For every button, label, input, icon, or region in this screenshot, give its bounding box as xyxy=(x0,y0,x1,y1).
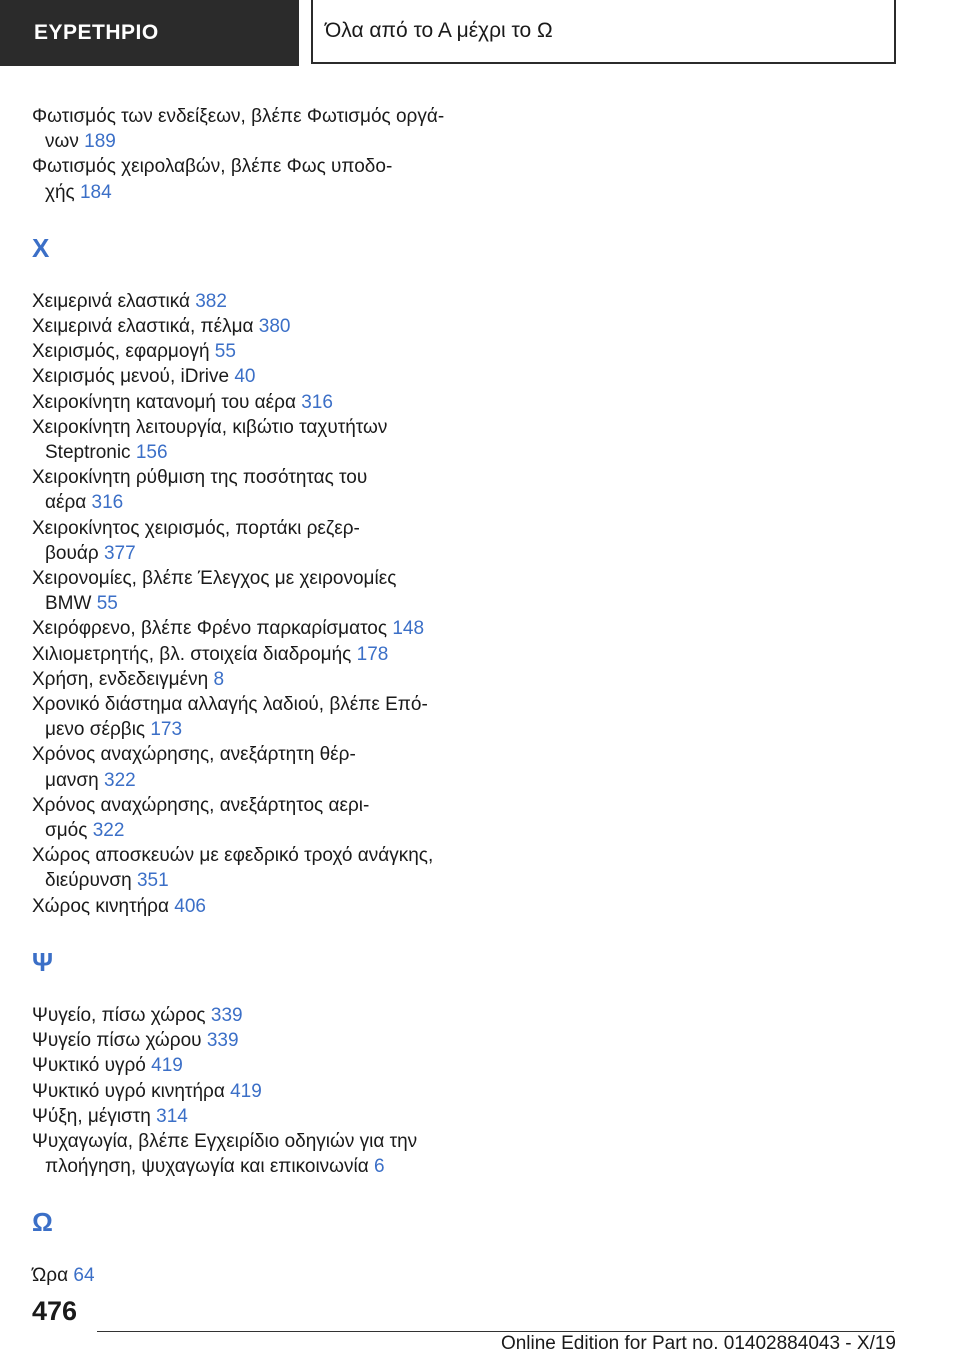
entry-text: μανση xyxy=(45,769,99,791)
entry-text: Ψυκτικό υγρό κινητήρα xyxy=(32,1080,225,1102)
entry-text: Χρονικό διάστημα αλλαγής λαδιού, βλέπε Επό- xyxy=(32,694,428,716)
index-entry xyxy=(32,465,452,515)
index-content xyxy=(32,104,452,1289)
entry-continuation xyxy=(32,129,452,154)
page-reference-link[interactable]: 339 xyxy=(210,1004,243,1026)
entry-text: Χρόνος αναχώρησης, ανεξάρτητη θέρ- xyxy=(32,744,356,766)
page-reference-link[interactable]: 156 xyxy=(135,442,168,464)
entry-text: Ψυγείο πίσω χώρου xyxy=(32,1030,202,1052)
index-entry xyxy=(32,692,452,742)
page-reference-link[interactable]: 189 xyxy=(84,131,116,153)
entry-text: Ψυγείο, πίσω χώρος xyxy=(32,1004,206,1026)
entry-line xyxy=(32,364,452,389)
page-number: 476 xyxy=(32,1296,78,1326)
entry-line xyxy=(32,894,452,919)
page-reference-link[interactable]: 322 xyxy=(104,769,136,791)
page-reference-link[interactable]: 419 xyxy=(151,1055,183,1077)
page-reference-link[interactable]: 419 xyxy=(230,1080,262,1102)
entry-line xyxy=(32,1263,452,1288)
entry-line xyxy=(32,667,452,692)
entry-text: αέρα xyxy=(45,492,87,514)
entry-text: Χειροκίνητη κατανομή του αέρα xyxy=(32,391,296,413)
page-reference-link[interactable]: 184 xyxy=(79,181,112,203)
index-entry xyxy=(32,415,452,465)
entry-line xyxy=(32,1129,452,1154)
entry-text: πλοήγηση, ψυχαγωγία και επικοινωνία xyxy=(45,1156,369,1178)
entry-line xyxy=(32,104,452,129)
entry-text: Χειροκίνητη ρύθμιση της ποσότητας του xyxy=(32,467,368,489)
index-entry xyxy=(32,616,452,641)
entry-continuation xyxy=(32,1154,452,1179)
entry-line xyxy=(32,289,452,314)
entry-line xyxy=(32,1053,452,1078)
page-reference-link[interactable]: 322 xyxy=(92,820,125,842)
entry-text: Χειρισμός, εφαρμογή xyxy=(32,341,210,363)
entry-text: Χειρονομίες, βλέπε Έλεγχος με χειρονομίες xyxy=(32,568,397,590)
entry-line xyxy=(32,1104,452,1129)
index-entry xyxy=(32,1129,452,1179)
entry-continuation xyxy=(32,541,452,566)
page-reference-link[interactable]: 178 xyxy=(356,643,389,665)
page-reference-link[interactable]: 339 xyxy=(206,1030,239,1052)
index-entry xyxy=(32,843,452,893)
index-entry xyxy=(32,364,452,389)
page-reference-link[interactable]: 351 xyxy=(136,870,169,892)
index-entry xyxy=(32,642,452,667)
entry-line xyxy=(32,566,452,591)
page-reference-link[interactable]: 40 xyxy=(234,366,256,388)
entry-text: Χιλιομετρητής, βλ. στοιχεία διαδρομής xyxy=(32,643,352,665)
entry-continuation xyxy=(32,868,452,893)
index-entry xyxy=(32,516,452,566)
page-reference-link[interactable]: 316 xyxy=(91,492,124,514)
page-reference-link[interactable]: 314 xyxy=(156,1105,188,1127)
index-entry xyxy=(32,1263,452,1288)
footer-divider xyxy=(97,1331,894,1332)
index-entry xyxy=(32,566,452,616)
page-header xyxy=(0,0,960,66)
page-reference-link[interactable]: 382 xyxy=(195,290,227,312)
entry-text: Χώρος αποσκευών με εφεδρικό τροχό ανάγκης, xyxy=(32,845,434,867)
entry-continuation xyxy=(32,180,452,205)
entry-line xyxy=(32,1028,452,1053)
entry-text: Χρόνος αναχώρησης, ανεξάρτητος αερι- xyxy=(32,794,370,816)
section-letter: Χ xyxy=(32,232,50,263)
entry-text: σμός xyxy=(45,820,88,842)
page-reference-link[interactable]: 6 xyxy=(374,1156,385,1178)
entry-text: Φωτισμός χειρολαβών, βλέπε Φως υποδο- xyxy=(32,156,393,178)
page-reference-link[interactable]: 377 xyxy=(103,542,136,564)
entry-text: Χώρος κινητήρα xyxy=(32,895,169,917)
entry-text: Ψύξη, μέγιστη xyxy=(32,1105,151,1127)
index-entry xyxy=(32,289,452,314)
entry-line xyxy=(32,339,452,364)
entry-line xyxy=(32,616,452,641)
entry-line xyxy=(32,642,452,667)
index-entry xyxy=(32,1003,452,1028)
entry-text: χής xyxy=(45,181,75,203)
entry-continuation xyxy=(32,818,452,843)
entry-text: μενο σέρβις xyxy=(45,719,146,741)
section-letter: Ω xyxy=(32,1207,53,1238)
index-entry xyxy=(32,1104,452,1129)
entry-line xyxy=(32,1079,452,1104)
entry-line xyxy=(32,843,452,868)
index-entry xyxy=(32,104,452,154)
entry-text: Χειροκίνητη λειτουργία, κιβώτιο ταχυτήτων xyxy=(32,416,388,438)
index-tab[interactable]: ΕΥΡΕΤΗΡΙΟ xyxy=(0,0,299,66)
index-entry xyxy=(32,154,452,204)
entry-continuation xyxy=(32,440,452,465)
index-entry xyxy=(32,793,452,843)
entry-line xyxy=(32,415,452,440)
page-reference-link[interactable]: 173 xyxy=(150,719,183,741)
entry-text: νων xyxy=(45,131,79,153)
entry-continuation xyxy=(32,591,452,616)
entry-text: Χειρόφρενο, βλέπε Φρένο παρκαρίσματος xyxy=(32,618,388,640)
entry-text: Χρήση, ενδεδειγμένη xyxy=(32,668,209,690)
entry-line xyxy=(32,692,452,717)
entry-line xyxy=(32,516,452,541)
index-entry xyxy=(32,1053,452,1078)
index-entry xyxy=(32,742,452,792)
entry-line xyxy=(32,390,452,415)
entry-line xyxy=(32,793,452,818)
entry-line xyxy=(32,314,452,339)
entry-continuation xyxy=(32,490,452,515)
range-tab[interactable]: Όλα από το Α μέχρι το Ω xyxy=(311,0,896,64)
page-reference-link[interactable]: 148 xyxy=(392,618,425,640)
index-entry xyxy=(32,390,452,415)
index-entry xyxy=(32,339,452,364)
entry-text: Χειροκίνητος χειρισμός, πορτάκι ρεζερ- xyxy=(32,517,360,539)
entry-line xyxy=(32,154,452,179)
entry-line xyxy=(32,465,452,490)
page-reference-link[interactable]: 380 xyxy=(258,316,291,338)
index-entry xyxy=(32,1079,452,1104)
index-entry xyxy=(32,894,452,919)
index-entry xyxy=(32,667,452,692)
entry-text: Ψυκτικό υγρό xyxy=(32,1055,146,1077)
entry-line xyxy=(32,742,452,767)
index-entry xyxy=(32,314,452,339)
edition-note: Online Edition for Part no. 01402884043 - X/19 xyxy=(500,1333,896,1354)
entry-text: Χειμερινά ελαστικά, πέλμα xyxy=(32,316,254,338)
page-reference-link[interactable]: 55 xyxy=(214,341,236,363)
section-letter: Ψ xyxy=(32,946,54,977)
entry-text: Ώρα xyxy=(32,1265,69,1287)
entry-text: BMW xyxy=(45,593,92,615)
page-reference-link[interactable]: 316 xyxy=(301,391,333,413)
entry-text: Steptronic xyxy=(45,442,131,464)
entry-text: Χειμερινά ελαστικά xyxy=(32,290,190,312)
index-entry xyxy=(32,1028,452,1053)
entry-continuation xyxy=(32,717,452,742)
entry-text: Χειρισμός μενού, iDrive xyxy=(32,366,230,388)
entry-text: Φωτισμός των ενδείξεων, βλέπε Φωτισμός οργά- xyxy=(32,106,445,127)
page-reference-link[interactable]: 406 xyxy=(174,895,206,917)
entry-line xyxy=(32,1003,452,1028)
entry-text: Ψυχαγωγία, βλέπε Εγχειρίδιο οδηγιών για την xyxy=(32,1130,418,1152)
entry-text: βουάρ xyxy=(45,542,99,564)
entry-text: διεύρυνση xyxy=(45,870,132,892)
page-reference-link[interactable]: 8 xyxy=(213,668,225,690)
page-reference-link[interactable]: 64 xyxy=(73,1265,95,1287)
page-reference-link[interactable]: 55 xyxy=(96,593,118,615)
entry-continuation xyxy=(32,768,452,793)
